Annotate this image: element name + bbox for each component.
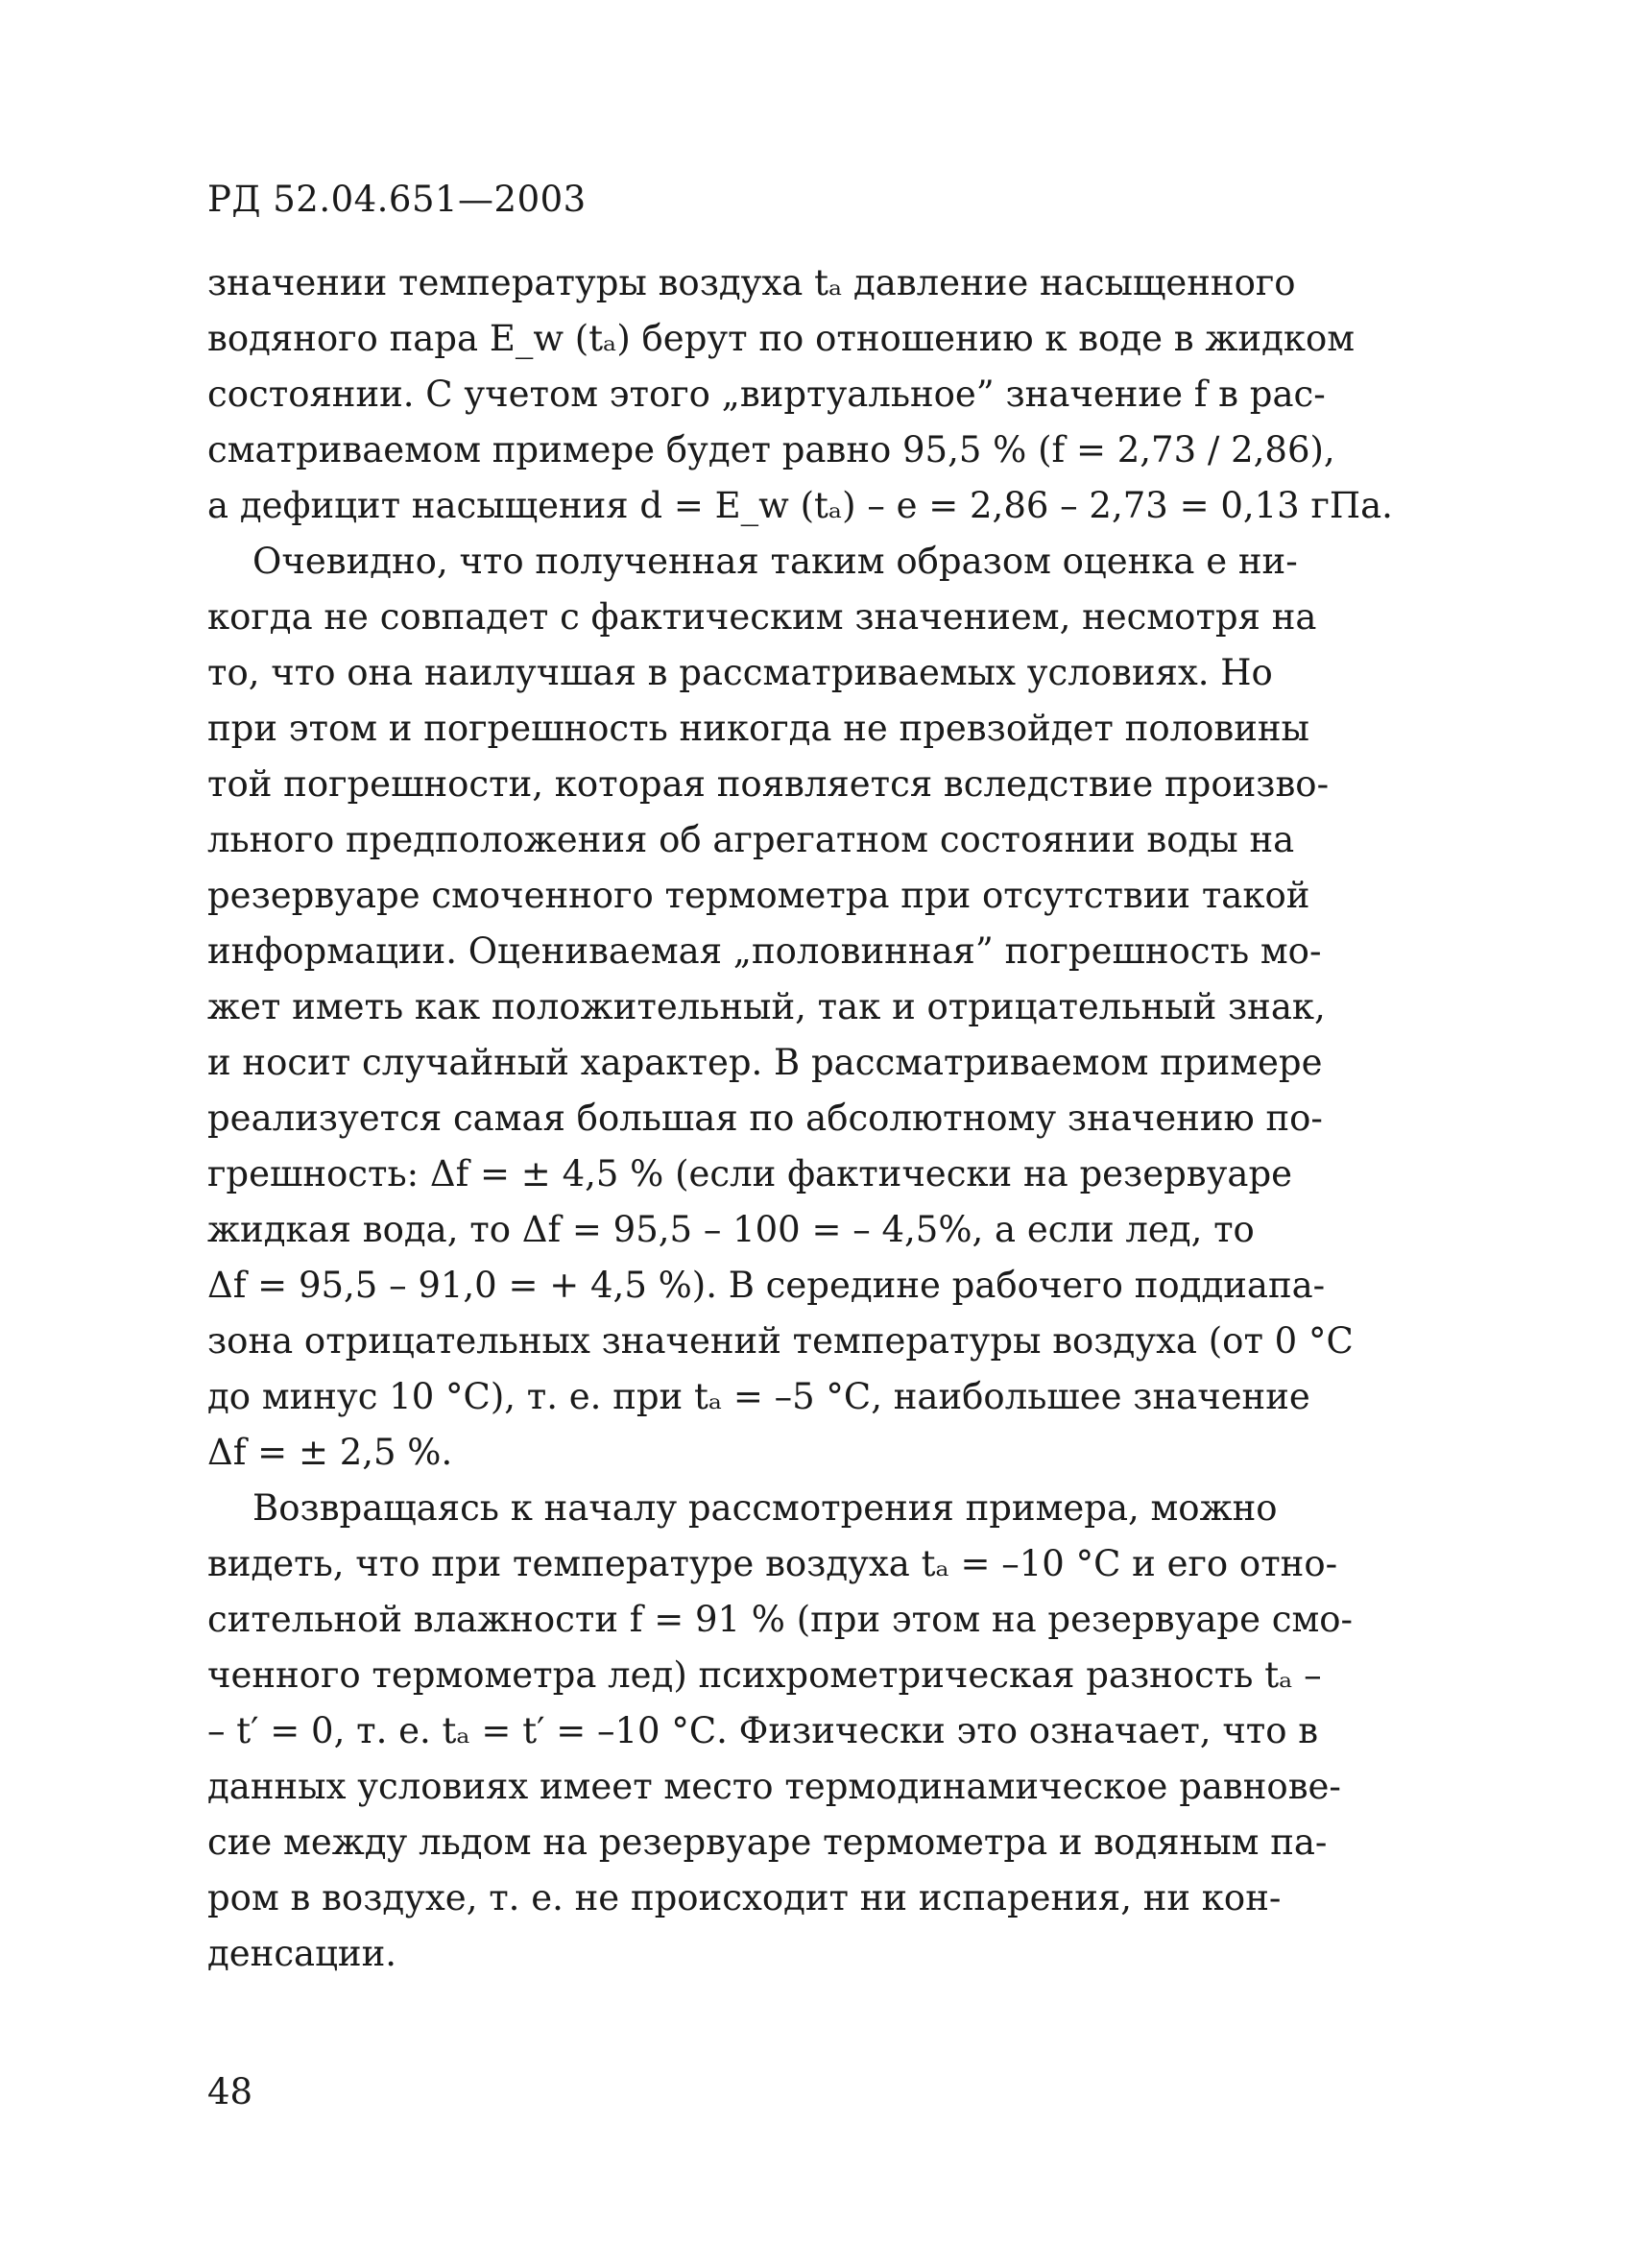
text-line: денсации. (207, 1933, 396, 1974)
text-line: и носит случайный характер. В рассматриваемом примере (207, 1042, 1323, 1083)
text-line: когда не совпадет с фактическим значением, несмотря на (207, 596, 1317, 638)
text-line: ром в воздухе, т. е. не происходит ни испарения, ни кон- (207, 1877, 1282, 1918)
text-line: Очевидно, что полученная таким образом оценка e ни- (207, 541, 1298, 582)
text-line: – t′ = 0, т. е. tₐ = t′ = –10 °С. Физически это означает, что в (207, 1710, 1319, 1751)
text-line: жет иметь как положительный, так и отрицательный знак, (207, 986, 1326, 1027)
text-line: сие между льдом на резервуаре термометра и водяным па- (207, 1822, 1328, 1863)
text-line: видеть, что при температуре воздуха tₐ = –10 °С и его отно- (207, 1543, 1338, 1584)
text-line: то, что она наилучшая в рассматриваемых условиях. Но (207, 652, 1273, 693)
text-line: при этом и погрешность никогда не превзойдет половины (207, 708, 1309, 749)
body-text (207, 255, 1448, 1982)
text-line: а дефицит насыщения d = E_w (tₐ) – e = 2,86 – 2,73 = 0,13 гПа. (207, 485, 1393, 526)
page-number: 48 (207, 2071, 253, 2112)
document-header: РД 52.04.651—2003 (207, 179, 587, 220)
text-line: Возвращаясь к началу рассмотрения примера, можно (207, 1487, 1278, 1529)
text-line: Δf = 95,5 – 91,0 = + 4,5 %). В середине рабочего поддиапа- (207, 1265, 1326, 1306)
text-line: Δf = ± 2,5 %. (207, 1432, 453, 1473)
text-line: до минус 10 °С), т. е. при tₐ = –5 °С, наибольшее значение (207, 1376, 1310, 1417)
text-line: состоянии. С учетом этого „виртуальное” значение f в рас- (207, 374, 1326, 415)
text-line: данных условиях имеет место термодинамическое равнове- (207, 1766, 1341, 1807)
text-line: значении температуры воздуха tₐ давление насыщенного (207, 262, 1296, 303)
text-line: водяного пара E_w (tₐ) берут по отношению к воде в жидком (207, 318, 1356, 359)
text-line: ченного термометра лед) психрометрическая разность tₐ – (207, 1654, 1322, 1696)
text-line: зона отрицательных значений температуры воздуха (от 0 °С (207, 1320, 1354, 1362)
text-line: той погрешности, которая появляется вследствие произво- (207, 763, 1330, 805)
text-line: сматриваемом примере будет равно 95,5 % (f = 2,73 / 2,86), (207, 429, 1335, 470)
text-line: реализуется самая большая по абсолютному значению по- (207, 1098, 1323, 1139)
text-line: грешность: Δf = ± 4,5 % (если фактически на резервуаре (207, 1153, 1293, 1194)
text-line: резервуаре смоченного термометра при отсутствии такой (207, 875, 1310, 916)
text-line: жидкая вода, то Δf = 95,5 – 100 = – 4,5%, а если лед, то (207, 1209, 1255, 1250)
text-line: информации. Оцениваемая „половинная” погрешность мо- (207, 930, 1322, 972)
text-line: льного предположения об агрегатном состоянии воды на (207, 819, 1295, 860)
text-line: сительной влажности f = 91 % (при этом на резервуаре смо- (207, 1599, 1354, 1640)
